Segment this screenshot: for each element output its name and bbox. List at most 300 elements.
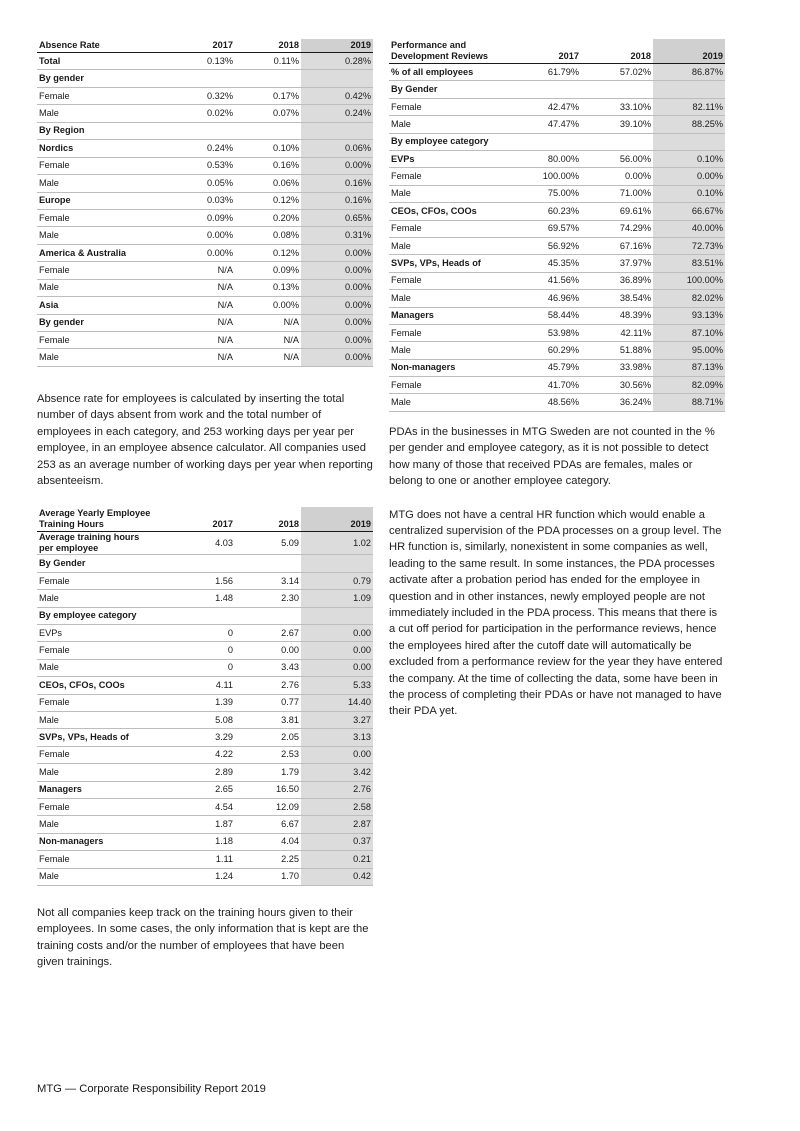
cell-value: 37.97%: [581, 255, 653, 272]
table-row: [37, 694, 373, 711]
year-header: 2019: [301, 39, 373, 53]
row-label: Male: [37, 816, 157, 833]
table-row: [37, 122, 373, 139]
table-row: [37, 625, 373, 642]
table-row: [389, 307, 725, 324]
cell-value: 3.13: [301, 729, 373, 746]
cell-value: 0.02%: [157, 105, 235, 122]
table-row: [389, 237, 725, 254]
cell-value: 0.10%: [235, 140, 301, 157]
cell-value: 0.00: [301, 659, 373, 676]
table-header-row: [37, 39, 373, 53]
row-label: Male: [389, 394, 509, 411]
cell-value: 80.00%: [509, 151, 581, 168]
cell-value: [581, 133, 653, 150]
cell-value: [235, 122, 301, 139]
cell-value: [509, 81, 581, 98]
cell-value: 30.56%: [581, 377, 653, 394]
cell-value: [157, 70, 235, 87]
table-row: [389, 116, 725, 133]
cell-value: 16.50: [235, 781, 301, 798]
cell-value: 0.28%: [301, 53, 373, 70]
cell-value: 3.29: [157, 729, 235, 746]
row-label: Male: [389, 185, 509, 202]
row-label: Female: [389, 377, 509, 394]
cell-value: 4.11: [157, 677, 235, 694]
row-label: Male: [37, 659, 157, 676]
cell-value: 33.98%: [581, 359, 653, 376]
table-row: [37, 798, 373, 815]
table-header-row: [37, 507, 373, 532]
absence-note: Absence rate for employees is calculated by inserting the total number of days absent from work and the total number of employees in each category, and 253 working days per year per employee, in an employee absence calculator. All companies used 253 as an average number of working days per year when reporting absenteeism.: [37, 392, 373, 487]
table-row: [37, 105, 373, 122]
cell-value: 87.13%: [653, 359, 725, 376]
table-row: [37, 729, 373, 746]
row-label: By gender: [37, 70, 157, 87]
table-row: [389, 324, 725, 341]
cell-value: 1.70: [235, 868, 301, 885]
table-row: [37, 209, 373, 226]
cell-value: 58.44%: [509, 307, 581, 324]
row-label: By gender: [37, 314, 157, 331]
cell-value: 82.09%: [653, 377, 725, 394]
table-row: [389, 377, 725, 394]
row-label: EVPs: [389, 151, 509, 168]
cell-value: 60.23%: [509, 203, 581, 220]
cell-value: 14.40: [301, 694, 373, 711]
cell-value: 3.81: [235, 711, 301, 728]
row-label: Male: [389, 237, 509, 254]
row-label: By Gender: [389, 81, 509, 98]
table-row: [389, 98, 725, 115]
row-label: By employee category: [37, 607, 157, 624]
row-label: Female: [37, 157, 157, 174]
row-label: Female: [37, 572, 157, 589]
cell-value: 2.76: [301, 781, 373, 798]
pda-note-2: MTG does not have a central HR function which would enable a centralized supervision of the PDA processes on a group level. The HR function is, similarly, nonexistent in some companies as well, leading to the same result. In some instances, the PDA processes activate after a probation period has ended for the employee in question and in other instances, newly employed people are not immediately included in the PDA process. This means that there is a cut off period for participation in the performance reviews, hence the employees hired after the cutoff date will automatically be excluded from a performance review for the year they have entered the company. At the time of collecting the data, some have been in the process of completing their PDAs or have not managed to have their PDA yet.: [389, 508, 723, 718]
row-label: SVPs, VPs, Heads of: [37, 729, 157, 746]
cell-value: [235, 70, 301, 87]
year-header: 2017: [509, 39, 581, 64]
cell-value: 0.16%: [301, 192, 373, 209]
table-title-line: Development Reviews: [391, 51, 489, 62]
cell-value: 2.76: [235, 677, 301, 694]
cell-value: 2.67: [235, 625, 301, 642]
cell-value: 3.42: [301, 764, 373, 781]
table-title: Absence Rate: [37, 39, 157, 53]
row-label: Asia: [37, 297, 157, 314]
cell-value: 0.79: [301, 572, 373, 589]
cell-value: 0.00%: [301, 332, 373, 349]
cell-value: 0.05%: [157, 175, 235, 192]
table-row: [37, 244, 373, 261]
cell-value: 0.37: [301, 833, 373, 850]
cell-value: 69.57%: [509, 220, 581, 237]
cell-value: 0.42: [301, 868, 373, 885]
cell-value: 0.00%: [301, 244, 373, 261]
cell-value: 2.05: [235, 729, 301, 746]
cell-value: 0.00: [301, 642, 373, 659]
cell-value: 3.14: [235, 572, 301, 589]
year-header: 2017: [157, 507, 235, 532]
year-header: 2018: [235, 39, 301, 53]
cell-value: [653, 81, 725, 98]
row-label: Male: [389, 116, 509, 133]
cell-value: 0.31%: [301, 227, 373, 244]
cell-value: [235, 607, 301, 624]
cell-value: 100.00%: [509, 168, 581, 185]
row-label: CEOs, CFOs, COOs: [389, 203, 509, 220]
table-row: [37, 227, 373, 244]
cell-value: 40.00%: [653, 220, 725, 237]
table-row: [37, 833, 373, 850]
cell-value: 0.00%: [235, 297, 301, 314]
cell-value: 2.30: [235, 590, 301, 607]
cell-value: 0.16%: [301, 175, 373, 192]
row-label: Non-managers: [37, 833, 157, 850]
cell-value: 2.87: [301, 816, 373, 833]
row-label: Male: [37, 227, 157, 244]
cell-value: 0: [157, 625, 235, 642]
table-title-line: Performance and: [391, 40, 467, 50]
row-label: CEOs, CFOs, COOs: [37, 677, 157, 694]
cell-value: 0.16%: [235, 157, 301, 174]
cell-value: 1.87: [157, 816, 235, 833]
table-row: [389, 290, 725, 307]
table-row: [37, 590, 373, 607]
cell-value: 2.89: [157, 764, 235, 781]
cell-value: 0.13%: [157, 53, 235, 70]
row-label: Female: [37, 851, 157, 868]
table-title: [37, 507, 157, 532]
table-row: [37, 297, 373, 314]
cell-value: 69.61%: [581, 203, 653, 220]
row-label: EVPs: [37, 625, 157, 642]
cell-value: 0.24%: [301, 105, 373, 122]
row-label: By Region: [37, 122, 157, 139]
row-label: Average training hours per employee: [37, 532, 157, 555]
row-label: Female: [37, 87, 157, 104]
row-label: Female: [37, 262, 157, 279]
cell-value: [235, 555, 301, 572]
table-title-line: Average Yearly Employee: [39, 508, 151, 519]
cell-value: N/A: [157, 314, 235, 331]
table-row: [389, 151, 725, 168]
table-row: [389, 220, 725, 237]
cell-value: 5.08: [157, 711, 235, 728]
cell-value: N/A: [235, 332, 301, 349]
cell-value: 1.02: [301, 532, 373, 555]
table-row: [37, 642, 373, 659]
cell-value: 0: [157, 642, 235, 659]
cell-value: 1.24: [157, 868, 235, 885]
cell-value: 0.10%: [653, 185, 725, 202]
cell-value: 4.04: [235, 833, 301, 850]
row-label: Male: [37, 590, 157, 607]
row-label: Female: [37, 209, 157, 226]
left-column: [37, 39, 373, 971]
table-row: [389, 81, 725, 98]
cell-value: 42.11%: [581, 324, 653, 341]
cell-value: 0.24%: [157, 140, 235, 157]
table-row: [37, 816, 373, 833]
cell-value: N/A: [157, 279, 235, 296]
cell-value: 0.00%: [301, 349, 373, 366]
table-row: [37, 332, 373, 349]
table-row: [389, 185, 725, 202]
table-row: [37, 349, 373, 366]
cell-value: 57.02%: [581, 64, 653, 81]
row-label: Male: [37, 764, 157, 781]
row-label: Europe: [37, 192, 157, 209]
cell-value: 0.00%: [301, 262, 373, 279]
cell-value: [301, 122, 373, 139]
cell-value: 0.09%: [157, 209, 235, 226]
table-row: [37, 314, 373, 331]
row-label: Female: [37, 746, 157, 763]
cell-value: 83.51%: [653, 255, 725, 272]
cell-value: 1.09: [301, 590, 373, 607]
cell-value: 86.87%: [653, 64, 725, 81]
cell-value: 0.00%: [157, 244, 235, 261]
table-row: [37, 532, 373, 555]
row-label: Female: [389, 324, 509, 341]
table-row: [389, 64, 725, 81]
cell-value: [301, 70, 373, 87]
table-row: [37, 711, 373, 728]
cell-value: 0.17%: [235, 87, 301, 104]
table-row: [37, 659, 373, 676]
row-label: Male: [37, 349, 157, 366]
cell-value: 0.65%: [301, 209, 373, 226]
cell-value: [653, 133, 725, 150]
table-row: [389, 359, 725, 376]
table-row: [37, 868, 373, 885]
cell-value: 0.13%: [235, 279, 301, 296]
cell-value: [157, 122, 235, 139]
cell-value: 0.00%: [301, 279, 373, 296]
cell-value: 3.43: [235, 659, 301, 676]
row-label: Male: [37, 175, 157, 192]
table-row: [37, 781, 373, 798]
cell-value: 0.00%: [581, 168, 653, 185]
row-label: By employee category: [389, 133, 509, 150]
table-row: [37, 746, 373, 763]
table-row: [37, 572, 373, 589]
table-row: [37, 157, 373, 174]
table-row: [37, 192, 373, 209]
table-row: [37, 677, 373, 694]
row-label: Male: [37, 711, 157, 728]
row-label: Male: [37, 105, 157, 122]
cell-value: N/A: [157, 332, 235, 349]
training-note: Not all companies keep track on the training hours given to their employees. In some cases, the only information that is kept are the training costs and/or the number of employees that have been given trainings.: [37, 906, 369, 969]
table-row: [389, 342, 725, 359]
cell-value: 67.16%: [581, 237, 653, 254]
cell-value: 46.96%: [509, 290, 581, 307]
cell-value: 0.00: [301, 625, 373, 642]
year-header: 2018: [581, 39, 653, 64]
cell-value: 0.09%: [235, 262, 301, 279]
cell-value: 56.92%: [509, 237, 581, 254]
table-row: [389, 255, 725, 272]
table-row: [389, 272, 725, 289]
cell-value: 0.07%: [235, 105, 301, 122]
table-row: [389, 133, 725, 150]
cell-value: 0.11%: [235, 53, 301, 70]
cell-value: 74.29%: [581, 220, 653, 237]
table-row: [37, 607, 373, 624]
row-label: America & Australia: [37, 244, 157, 261]
cell-value: 38.54%: [581, 290, 653, 307]
cell-value: 0.32%: [157, 87, 235, 104]
cell-value: 36.89%: [581, 272, 653, 289]
cell-value: 1.48: [157, 590, 235, 607]
row-label: Male: [37, 868, 157, 885]
table-row: [37, 140, 373, 157]
cell-value: N/A: [157, 349, 235, 366]
table-title: [389, 39, 509, 64]
table-row: [37, 53, 373, 70]
cell-value: 0: [157, 659, 235, 676]
cell-value: 53.98%: [509, 324, 581, 341]
cell-value: 4.54: [157, 798, 235, 815]
cell-value: 45.35%: [509, 255, 581, 272]
cell-value: 2.53: [235, 746, 301, 763]
cell-value: 87.10%: [653, 324, 725, 341]
cell-value: N/A: [235, 314, 301, 331]
row-label: Female: [389, 98, 509, 115]
cell-value: 45.79%: [509, 359, 581, 376]
cell-value: N/A: [235, 349, 301, 366]
year-header: 2019: [653, 39, 725, 64]
cell-value: 66.67%: [653, 203, 725, 220]
cell-value: 93.13%: [653, 307, 725, 324]
cell-value: 33.10%: [581, 98, 653, 115]
cell-value: 0.10%: [653, 151, 725, 168]
cell-value: 48.56%: [509, 394, 581, 411]
cell-value: [301, 555, 373, 572]
row-label: % of all employees: [389, 64, 509, 81]
cell-value: 0.00%: [653, 168, 725, 185]
cell-value: 72.73%: [653, 237, 725, 254]
row-label: Male: [37, 279, 157, 296]
cell-value: 0.00: [235, 642, 301, 659]
cell-value: 2.25: [235, 851, 301, 868]
cell-value: 48.39%: [581, 307, 653, 324]
cell-value: 36.24%: [581, 394, 653, 411]
cell-value: 2.58: [301, 798, 373, 815]
cell-value: 0.12%: [235, 244, 301, 261]
cell-value: [509, 133, 581, 150]
cell-value: 2.65: [157, 781, 235, 798]
table-title-line: Training Hours: [39, 519, 104, 530]
cell-value: 0.12%: [235, 192, 301, 209]
cell-value: 5.09: [235, 532, 301, 555]
cell-value: 41.56%: [509, 272, 581, 289]
table-row: [389, 394, 725, 411]
year-header: 2017: [157, 39, 235, 53]
cell-value: 0.00%: [301, 297, 373, 314]
row-label: By Gender: [37, 555, 157, 572]
cell-value: 5.33: [301, 677, 373, 694]
cell-value: 0.03%: [157, 192, 235, 209]
cell-value: 61.79%: [509, 64, 581, 81]
cell-value: 4.03: [157, 532, 235, 555]
cell-value: 0.53%: [157, 157, 235, 174]
cell-value: 71.00%: [581, 185, 653, 202]
cell-value: [301, 607, 373, 624]
cell-value: 95.00%: [653, 342, 725, 359]
cell-value: 0.00%: [301, 157, 373, 174]
cell-value: 0.77: [235, 694, 301, 711]
cell-value: 0.06%: [301, 140, 373, 157]
training-hours-table: [37, 507, 373, 886]
cell-value: 56.00%: [581, 151, 653, 168]
cell-value: 0.00%: [157, 227, 235, 244]
table-row: [37, 851, 373, 868]
row-label: Total: [37, 53, 157, 70]
row-label: Male: [389, 290, 509, 307]
cell-value: 1.39: [157, 694, 235, 711]
cell-value: N/A: [157, 297, 235, 314]
row-label: Non-managers: [389, 359, 509, 376]
year-header: 2018: [235, 507, 301, 532]
table-row: [37, 279, 373, 296]
row-label: Female: [389, 168, 509, 185]
row-label: Female: [389, 272, 509, 289]
cell-value: 1.11: [157, 851, 235, 868]
row-label: Managers: [37, 781, 157, 798]
cell-value: 88.25%: [653, 116, 725, 133]
table-row: [389, 168, 725, 185]
table-row: [37, 175, 373, 192]
table-header-row: [389, 39, 725, 64]
table-row: [37, 262, 373, 279]
table-row: [389, 203, 725, 220]
cell-value: 75.00%: [509, 185, 581, 202]
pda-note-1: PDAs in the businesses in MTG Sweden are not counted in the % per gender and employee category, as it is not possible to detect how many of those that received PDAs are females, males or belong to one or another employee category.: [389, 425, 715, 488]
cell-value: 88.71%: [653, 394, 725, 411]
cell-value: 47.47%: [509, 116, 581, 133]
cell-value: 82.11%: [653, 98, 725, 115]
performance-reviews-table: [389, 39, 725, 412]
row-label: Female: [389, 220, 509, 237]
cell-value: 1.56: [157, 572, 235, 589]
cell-value: 0.06%: [235, 175, 301, 192]
table-row: [37, 87, 373, 104]
cell-value: 3.27: [301, 711, 373, 728]
cell-value: [581, 81, 653, 98]
cell-value: 60.29%: [509, 342, 581, 359]
cell-value: 39.10%: [581, 116, 653, 133]
cell-value: [157, 555, 235, 572]
cell-value: 41.70%: [509, 377, 581, 394]
cell-value: N/A: [157, 262, 235, 279]
row-label: Managers: [389, 307, 509, 324]
row-label: Female: [37, 694, 157, 711]
cell-value: 0.20%: [235, 209, 301, 226]
cell-value: 4.22: [157, 746, 235, 763]
page-footer: MTG — Corporate Responsibility Report 2019: [37, 1083, 266, 1095]
table-row: [37, 764, 373, 781]
cell-value: 6.67: [235, 816, 301, 833]
cell-value: 82.02%: [653, 290, 725, 307]
cell-value: 51.88%: [581, 342, 653, 359]
cell-value: 42.47%: [509, 98, 581, 115]
row-label: Female: [37, 798, 157, 815]
cell-value: 0.08%: [235, 227, 301, 244]
